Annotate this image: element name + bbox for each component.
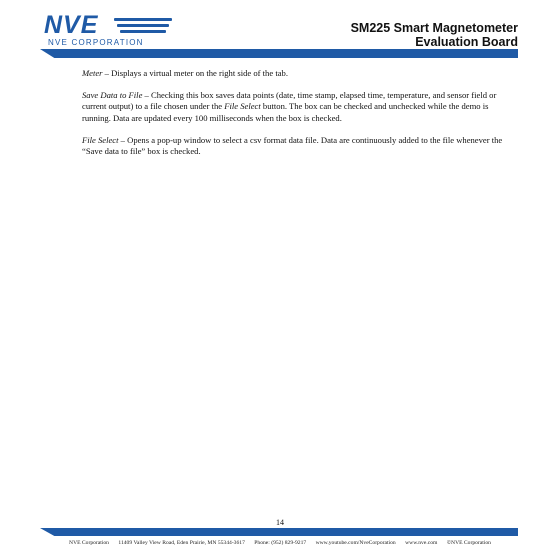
file-select-reference: File Select — [224, 101, 261, 112]
footer-website: www.nve.com — [405, 540, 438, 546]
footer-company: NVE Corporation — [69, 540, 109, 546]
footer-youtube: www.youtube.com/NveCorporation — [315, 540, 396, 546]
footer-rule — [40, 528, 518, 536]
title-line-2: Evaluation Board — [415, 35, 518, 49]
footer-phone: Phone: (952) 829-9217 — [254, 540, 307, 546]
page-number: 14 — [276, 518, 284, 527]
file-select-paragraph — [82, 135, 517, 157]
meter-paragraph — [82, 68, 517, 79]
footer-address: 11409 Valley View Road, Eden Prairie, MN 55344-3617 — [118, 540, 245, 546]
header-rule — [40, 49, 518, 58]
page-footer — [0, 540, 560, 546]
page-header — [0, 0, 560, 62]
file-select-term: File Select — [82, 134, 119, 145]
logo-wordmark: NVE — [44, 11, 99, 39]
logo-corporation-text: NVE CORPORATION — [48, 38, 144, 47]
title-line-1: SM225 Smart Magnetometer — [350, 21, 518, 35]
save-data-description-part1: – Checking this box saves data points (date, time stamp, elapsed time, temperature, and sensor field or current output) to a file chosen under the — [82, 90, 497, 112]
meter-description: – Displays a virtual meter on the right side of the tab. — [102, 68, 288, 78]
document-title — [351, 21, 518, 49]
save-data-paragraph — [82, 90, 517, 124]
footer-copyright: ©NVE Corporation — [446, 540, 491, 546]
nve-logo — [44, 11, 174, 48]
save-data-term: Save Data to File — [82, 90, 143, 101]
logo-speed-lines-icon — [114, 18, 172, 34]
save-data-description-part2: button. The box can be checked and unchecked while the demo is running. Data are updated every 100 milliseconds when the box is checked. — [82, 101, 489, 123]
file-select-description: – Opens a pop-up window to select a csv format data file. Data are continuously added to the file whenever the “Save data to file” box is checked. — [82, 134, 503, 157]
meter-term: Meter — [82, 68, 103, 78]
document-body — [82, 68, 517, 168]
